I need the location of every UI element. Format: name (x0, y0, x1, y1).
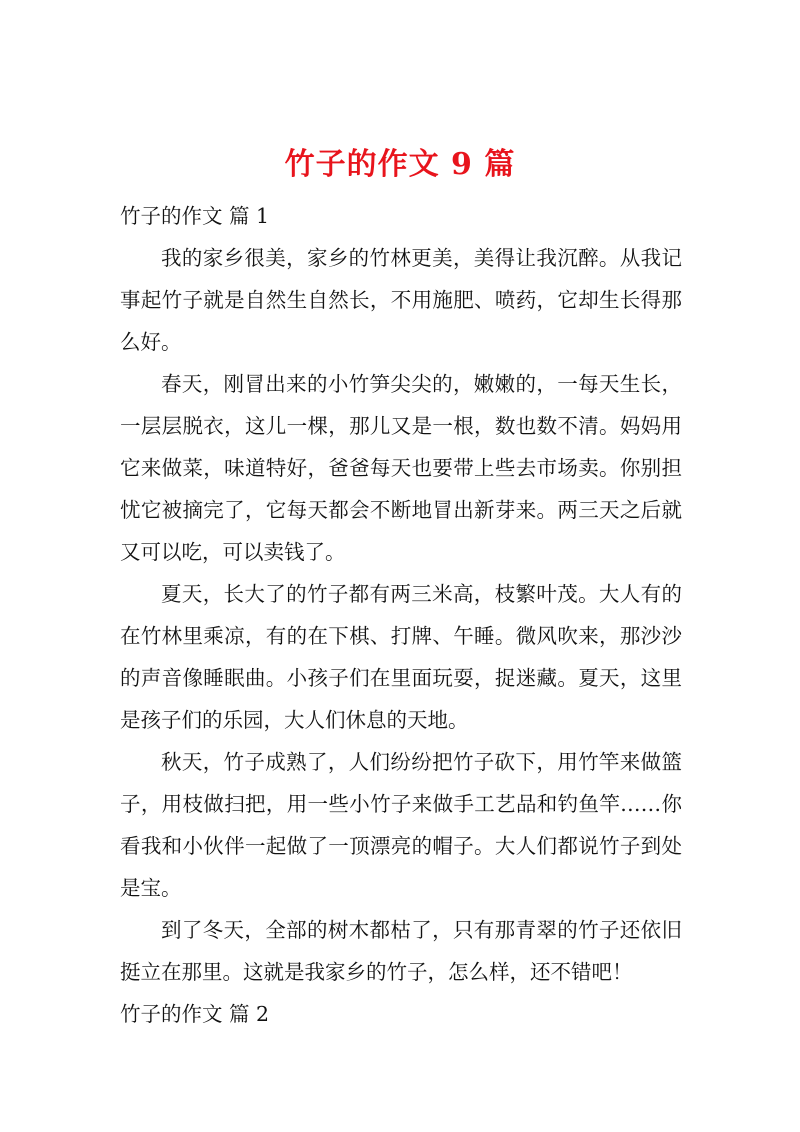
section-heading: 竹子的作文 篇 1 (120, 204, 270, 228)
document-body (120, 195, 682, 1035)
document-title: 竹子的作文 9 篇 (284, 147, 516, 183)
paragraph-5: 到了冬天，全部的树木都枯了，只有那青翠的竹子还依旧挺立在那里。这就是我家乡的竹子，怎么样，还不错吧！ (120, 918, 682, 984)
paragraph-1: 我的家乡很美，家乡的竹林更美，美得让我沉醉。从我记事起竹子就是自然生自然长，不用施肥、喷药，它却生长得那么好。 (120, 246, 682, 354)
paragraph-3: 夏天，长大了的竹子都有两三米高，枝繁叶茂。大人有的在竹林里乘凉，有的在下棋、打牌、午睡。微风吹来，那沙沙的声音像睡眠曲。小孩子们在里面玩耍，捉迷藏。夏天，这里是孩子们的乐园，大人们休息的天地。 (120, 582, 682, 732)
paragraph-2: 春天，刚冒出来的小竹笋尖尖的，嫩嫩的，一每天生长，一层层脱衣，这儿一棵，那儿又是一根，数也数不清。妈妈用它来做菜，味道特好，爸爸每天也要带上些去市场卖。你别担忧它被摘完了，它每天都会不断地冒出新芽来。两三天之后就又可以吃，可以卖钱了。 (120, 372, 682, 564)
section-heading: 竹子的作文 篇 2 (120, 1002, 270, 1026)
essay-section-2 (120, 993, 682, 1035)
essay-section-1 (120, 195, 682, 993)
paragraph-4: 秋天，竹子成熟了，人们纷纷把竹子砍下，用竹竿来做篮子，用枝做扫把，用一些小竹子来做手工艺品和钓鱼竿……你看我和小伙伴一起做了一顶漂亮的帽子。大人们都说竹子到处是宝。 (120, 750, 682, 900)
